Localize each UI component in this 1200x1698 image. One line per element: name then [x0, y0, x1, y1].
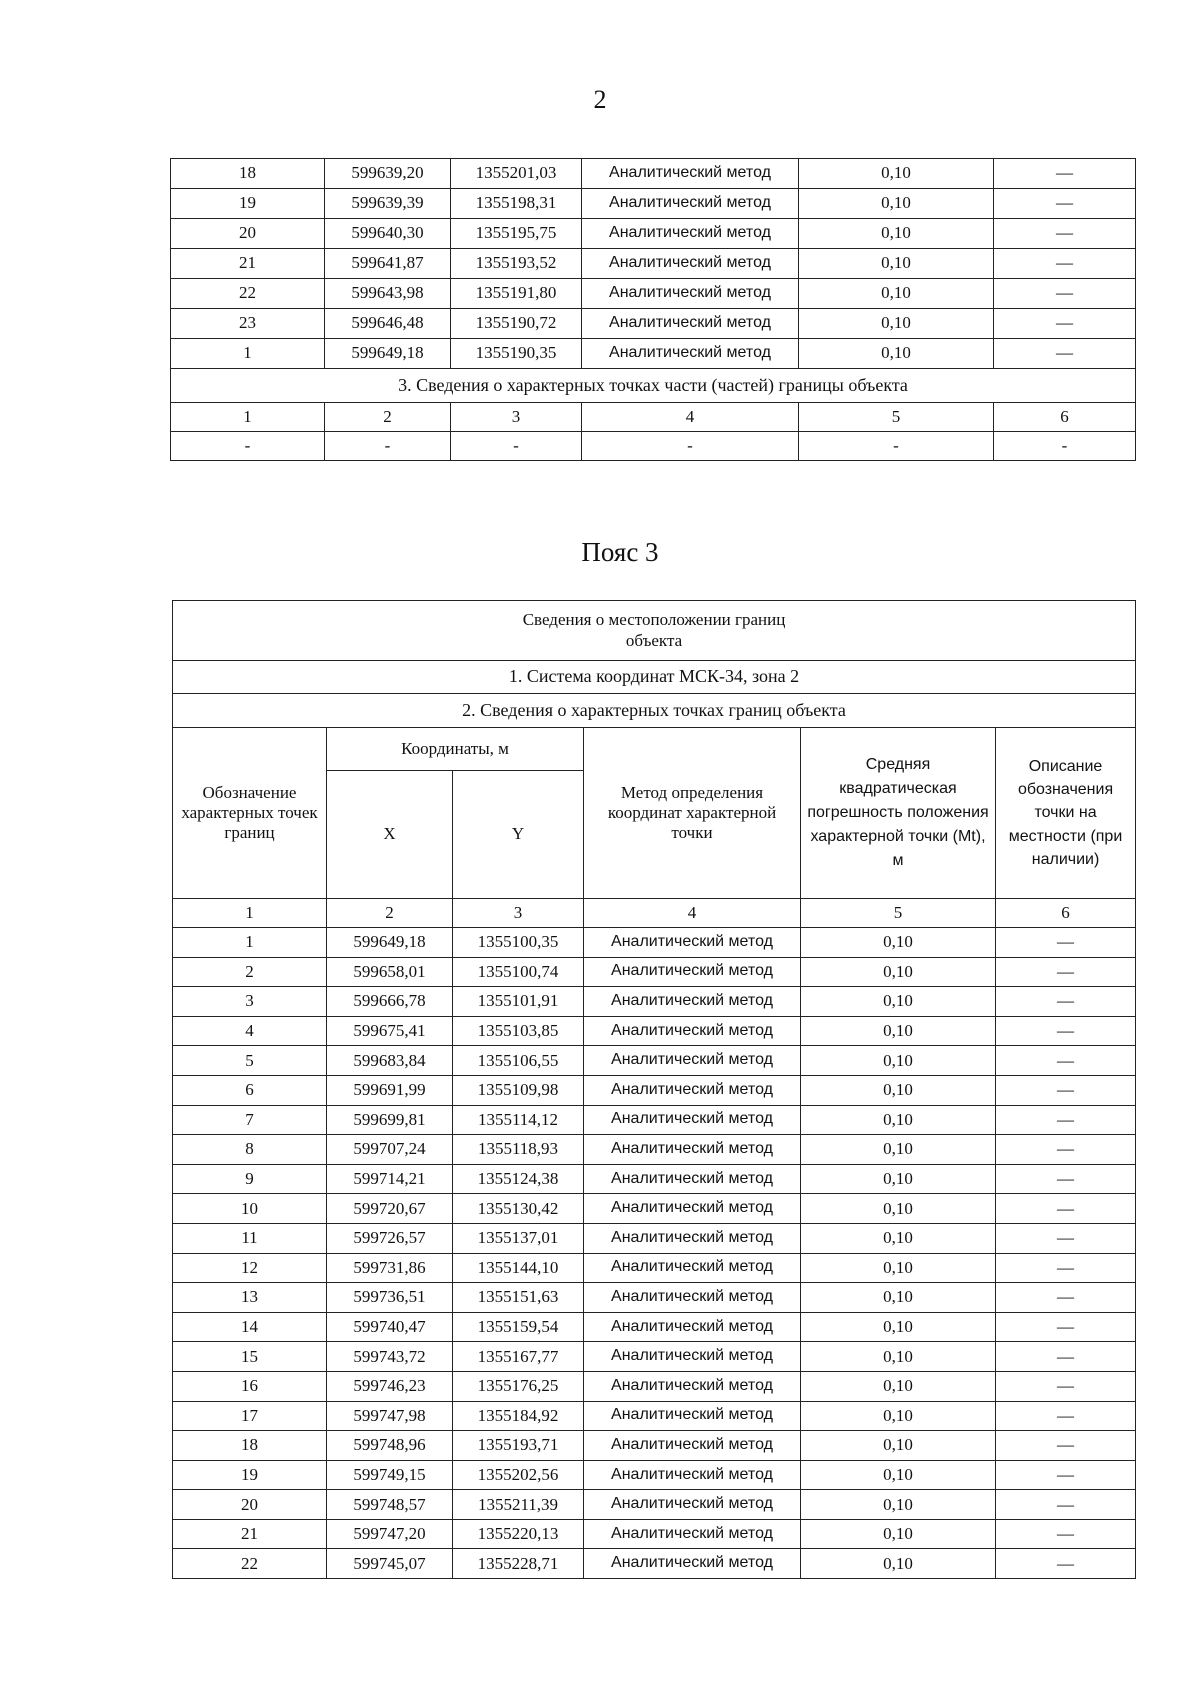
- coord-y: 1355193,52: [451, 249, 582, 279]
- point-number: 5: [173, 1046, 327, 1076]
- mean-square-error: 0,10: [799, 249, 994, 279]
- coord-y: 1355201,03: [451, 159, 582, 189]
- point-number: 3: [173, 987, 327, 1017]
- method: Аналитический метод: [584, 1490, 801, 1520]
- method: Аналитический метод: [584, 1046, 801, 1076]
- mean-square-error: 0,10: [801, 1075, 996, 1105]
- col-number: 1: [171, 403, 325, 432]
- table-row: [173, 1016, 1136, 1046]
- col-number: 6: [996, 899, 1136, 928]
- coord-y: 1355220,13: [453, 1519, 584, 1549]
- col-number: 5: [799, 403, 994, 432]
- table-row: [173, 928, 1136, 958]
- table-row: [173, 1371, 1136, 1401]
- table-row: [173, 1223, 1136, 1253]
- column-numbers-row: [171, 403, 1136, 432]
- coord-x: 599740,47: [327, 1312, 453, 1342]
- point-description: —: [996, 1283, 1136, 1313]
- coord-y: 1355159,54: [453, 1312, 584, 1342]
- table1-body: [171, 159, 1136, 369]
- coord-x: 599748,57: [327, 1490, 453, 1520]
- mean-square-error: 0,10: [801, 1223, 996, 1253]
- coord-x: 599658,01: [327, 957, 453, 987]
- mean-square-error: 0,10: [801, 1401, 996, 1431]
- empty-cell: -: [171, 432, 325, 461]
- empty-cell: -: [582, 432, 799, 461]
- method: Аналитический метод: [584, 1194, 801, 1224]
- col-coords-header: Координаты, м: [327, 728, 584, 771]
- col-desc-header: Описание обозначения точки на местности (при наличии): [996, 728, 1136, 899]
- mean-square-error: 0,10: [799, 279, 994, 309]
- method: Аналитический метод: [582, 159, 799, 189]
- mean-square-error: 0,10: [801, 1460, 996, 1490]
- point-description: —: [996, 928, 1136, 958]
- point-description: —: [994, 189, 1136, 219]
- col-number: 4: [582, 403, 799, 432]
- table-row: [171, 309, 1136, 339]
- point-number: 21: [171, 249, 325, 279]
- coord-y: 1355118,93: [453, 1135, 584, 1165]
- coord-x: 599649,18: [327, 928, 453, 958]
- col-x-header: X: [327, 771, 453, 899]
- coord-x: 599646,48: [325, 309, 451, 339]
- point-number: 20: [173, 1490, 327, 1520]
- mean-square-error: 0,10: [799, 189, 994, 219]
- mean-square-error: 0,10: [799, 219, 994, 249]
- boundary-location-table: [172, 600, 1136, 1579]
- empty-cell: -: [799, 432, 994, 461]
- point-description: —: [996, 1075, 1136, 1105]
- col-number: 4: [584, 899, 801, 928]
- location-header: [173, 601, 1136, 661]
- col-designation-header: Обозначение характерных точек границ: [173, 728, 327, 899]
- coord-x: 599639,39: [325, 189, 451, 219]
- mean-square-error: 0,10: [801, 1283, 996, 1313]
- coord-y: 1355190,35: [451, 339, 582, 369]
- point-number: 18: [173, 1431, 327, 1461]
- coord-y: 1355101,91: [453, 987, 584, 1017]
- table-row: [173, 1075, 1136, 1105]
- point-number: 14: [173, 1312, 327, 1342]
- mean-square-error: 0,10: [799, 309, 994, 339]
- point-description: —: [996, 1164, 1136, 1194]
- point-description: —: [996, 1401, 1136, 1431]
- coordinate-system: 1. Система координат МСК-34, зона 2: [173, 661, 1136, 694]
- coord-x: 599699,81: [327, 1105, 453, 1135]
- table-row: [173, 1105, 1136, 1135]
- method: Аналитический метод: [584, 1164, 801, 1194]
- method: Аналитический метод: [584, 1283, 801, 1313]
- mean-square-error: 0,10: [801, 928, 996, 958]
- coord-x: 599683,84: [327, 1046, 453, 1076]
- point-description: —: [996, 1312, 1136, 1342]
- coord-x: 599675,41: [327, 1016, 453, 1046]
- mean-square-error: 0,10: [801, 1253, 996, 1283]
- coord-x: 599720,67: [327, 1194, 453, 1224]
- coord-x: 599726,57: [327, 1223, 453, 1253]
- coord-y: 1355190,72: [451, 309, 582, 339]
- page-number: 2: [593, 85, 607, 114]
- mean-square-error: 0,10: [801, 1431, 996, 1461]
- table-row: [173, 1194, 1136, 1224]
- method: Аналитический метод: [584, 1371, 801, 1401]
- table1-section3: [171, 369, 1136, 461]
- method: Аналитический метод: [582, 219, 799, 249]
- empty-cell: -: [451, 432, 582, 461]
- col-mt-header: Средняя квадратическая погрешность положения характерной точки (Mt), м: [801, 728, 996, 899]
- point-number: 16: [173, 1371, 327, 1401]
- method: Аналитический метод: [584, 1460, 801, 1490]
- coord-y: 1355100,74: [453, 957, 584, 987]
- col-method-header: Метод определения координат характерной точки: [584, 728, 801, 899]
- location-header-line2: объекта: [625, 630, 683, 650]
- col-number: 3: [453, 899, 584, 928]
- coord-x: 599691,99: [327, 1075, 453, 1105]
- coord-x: 599666,78: [327, 987, 453, 1017]
- point-description: —: [996, 987, 1136, 1017]
- point-description: —: [996, 1105, 1136, 1135]
- col-y-header: Y: [453, 771, 584, 899]
- method: Аналитический метод: [582, 279, 799, 309]
- method: Аналитический метод: [584, 1312, 801, 1342]
- table-row: [173, 987, 1136, 1017]
- point-description: —: [996, 1460, 1136, 1490]
- table-row: [173, 957, 1136, 987]
- coord-y: 1355114,12: [453, 1105, 584, 1135]
- table2-body: [173, 928, 1136, 1579]
- coord-x: 599643,98: [325, 279, 451, 309]
- mean-square-error: 0,10: [801, 1371, 996, 1401]
- table-row: [173, 1046, 1136, 1076]
- point-number: 4: [173, 1016, 327, 1046]
- point-description: —: [996, 1046, 1136, 1076]
- coord-x: 599707,24: [327, 1135, 453, 1165]
- point-description: —: [996, 1519, 1136, 1549]
- mean-square-error: 0,10: [801, 957, 996, 987]
- method: Аналитический метод: [584, 928, 801, 958]
- point-number: 10: [173, 1194, 327, 1224]
- point-number: 17: [173, 1401, 327, 1431]
- table-row: [173, 1342, 1136, 1372]
- point-description: —: [994, 249, 1136, 279]
- point-number: 7: [173, 1105, 327, 1135]
- point-number: 2: [173, 957, 327, 987]
- empty-data-row: [171, 432, 1136, 461]
- coord-y: 1355176,25: [453, 1371, 584, 1401]
- point-number: 8: [173, 1135, 327, 1165]
- location-header-line1: Сведения о местоположении границ: [522, 610, 786, 630]
- method: Аналитический метод: [582, 339, 799, 369]
- coord-x: 599749,15: [327, 1460, 453, 1490]
- empty-cell: -: [325, 432, 451, 461]
- method: Аналитический метод: [584, 987, 801, 1017]
- point-description: —: [994, 309, 1136, 339]
- mean-square-error: 0,10: [801, 1194, 996, 1224]
- col-number: 5: [801, 899, 996, 928]
- coord-y: 1355202,56: [453, 1460, 584, 1490]
- coord-y: 1355198,31: [451, 189, 582, 219]
- point-description: —: [996, 1135, 1136, 1165]
- col-number: 2: [327, 899, 453, 928]
- coord-y: 1355191,80: [451, 279, 582, 309]
- point-number: 1: [171, 339, 325, 369]
- table-row: [171, 249, 1136, 279]
- table-row: [171, 219, 1136, 249]
- point-number: 1: [173, 928, 327, 958]
- point-number: 12: [173, 1253, 327, 1283]
- point-number: 11: [173, 1223, 327, 1253]
- method: Аналитический метод: [584, 957, 801, 987]
- coord-x: 599747,20: [327, 1519, 453, 1549]
- table-row: [173, 1283, 1136, 1313]
- table-row: [173, 1164, 1136, 1194]
- coord-y: 1355228,71: [453, 1549, 584, 1579]
- method: Аналитический метод: [584, 1519, 801, 1549]
- table-row: [173, 1490, 1136, 1520]
- table-row: [173, 1135, 1136, 1165]
- table-row: [173, 1401, 1136, 1431]
- coord-y: 1355144,10: [453, 1253, 584, 1283]
- point-number: 18: [171, 159, 325, 189]
- coord-x: 599640,30: [325, 219, 451, 249]
- table-row: [173, 1519, 1136, 1549]
- mean-square-error: 0,10: [801, 1135, 996, 1165]
- empty-cell: -: [994, 432, 1136, 461]
- point-number: 19: [171, 189, 325, 219]
- method: Аналитический метод: [584, 1342, 801, 1372]
- coord-y: 1355184,92: [453, 1401, 584, 1431]
- point-number: 23: [171, 309, 325, 339]
- coord-y: 1355151,63: [453, 1283, 584, 1313]
- table-row: [173, 1549, 1136, 1579]
- mean-square-error: 0,10: [801, 1549, 996, 1579]
- point-description: —: [996, 1342, 1136, 1372]
- method: Аналитический метод: [584, 1105, 801, 1135]
- point-description: —: [996, 1016, 1136, 1046]
- coord-x: 599745,07: [327, 1549, 453, 1579]
- mean-square-error: 0,10: [799, 339, 994, 369]
- method: Аналитический метод: [584, 1253, 801, 1283]
- method: Аналитический метод: [584, 1223, 801, 1253]
- method: Аналитический метод: [584, 1431, 801, 1461]
- coord-x: 599743,72: [327, 1342, 453, 1372]
- mean-square-error: 0,10: [801, 1342, 996, 1372]
- coord-x: 599649,18: [325, 339, 451, 369]
- point-number: 19: [173, 1460, 327, 1490]
- section3-title: 3. Сведения о характерных точках части (частей) границы объекта: [171, 369, 1136, 403]
- point-number: 21: [173, 1519, 327, 1549]
- mean-square-error: 0,10: [801, 1490, 996, 1520]
- point-number: 13: [173, 1283, 327, 1313]
- mean-square-error: 0,10: [801, 1105, 996, 1135]
- coord-x: 599748,96: [327, 1431, 453, 1461]
- coord-y: 1355103,85: [453, 1016, 584, 1046]
- point-number: 20: [171, 219, 325, 249]
- column-numbers-row: [173, 899, 1136, 928]
- table-row: [173, 1253, 1136, 1283]
- point-description: —: [996, 1549, 1136, 1579]
- point-description: —: [994, 339, 1136, 369]
- table-row: [171, 279, 1136, 309]
- coord-y: 1355193,71: [453, 1431, 584, 1461]
- point-number: 22: [171, 279, 325, 309]
- point-description: —: [994, 159, 1136, 189]
- method: Аналитический метод: [584, 1549, 801, 1579]
- mean-square-error: 0,10: [801, 987, 996, 1017]
- coord-x: 599747,98: [327, 1401, 453, 1431]
- method: Аналитический метод: [582, 309, 799, 339]
- coord-y: 1355137,01: [453, 1223, 584, 1253]
- coord-x: 599746,23: [327, 1371, 453, 1401]
- col-number: 2: [325, 403, 451, 432]
- coord-x: 599714,21: [327, 1164, 453, 1194]
- coord-y: 1355124,38: [453, 1164, 584, 1194]
- point-number: 15: [173, 1342, 327, 1372]
- method: Аналитический метод: [584, 1016, 801, 1046]
- table-row: [173, 1431, 1136, 1461]
- mean-square-error: 0,10: [801, 1519, 996, 1549]
- point-description: —: [996, 1371, 1136, 1401]
- col-number: 6: [994, 403, 1136, 432]
- table2-header: [173, 601, 1136, 928]
- coord-y: 1355109,98: [453, 1075, 584, 1105]
- coord-y: 1355100,35: [453, 928, 584, 958]
- method: Аналитический метод: [582, 249, 799, 279]
- point-description: —: [996, 957, 1136, 987]
- mean-square-error: 0,10: [801, 1164, 996, 1194]
- section2-title: 2. Сведения о характерных точках границ объекта: [173, 694, 1136, 728]
- coord-y: 1355130,42: [453, 1194, 584, 1224]
- point-description: —: [996, 1194, 1136, 1224]
- point-description: —: [996, 1431, 1136, 1461]
- point-description: —: [994, 219, 1136, 249]
- table-row: [171, 189, 1136, 219]
- point-number: 9: [173, 1164, 327, 1194]
- table-row: [173, 1460, 1136, 1490]
- coord-y: 1355167,77: [453, 1342, 584, 1372]
- mean-square-error: 0,10: [799, 159, 994, 189]
- coord-y: 1355211,39: [453, 1490, 584, 1520]
- table-row: [173, 1312, 1136, 1342]
- table-row: [171, 159, 1136, 189]
- boundary-points-table-continued: [170, 158, 1136, 461]
- point-number: 6: [173, 1075, 327, 1105]
- coord-x: 599639,20: [325, 159, 451, 189]
- coord-x: 599736,51: [327, 1283, 453, 1313]
- coord-y: 1355106,55: [453, 1046, 584, 1076]
- method: Аналитический метод: [582, 189, 799, 219]
- point-description: —: [994, 279, 1136, 309]
- method: Аналитический метод: [584, 1135, 801, 1165]
- point-description: —: [996, 1223, 1136, 1253]
- coord-x: 599731,86: [327, 1253, 453, 1283]
- method: Аналитический метод: [584, 1401, 801, 1431]
- mean-square-error: 0,10: [801, 1046, 996, 1076]
- point-description: —: [996, 1490, 1136, 1520]
- point-number: 22: [173, 1549, 327, 1579]
- coord-y: 1355195,75: [451, 219, 582, 249]
- table-row: [171, 339, 1136, 369]
- coord-x: 599641,87: [325, 249, 451, 279]
- mean-square-error: 0,10: [801, 1016, 996, 1046]
- col-number: 1: [173, 899, 327, 928]
- method: Аналитический метод: [584, 1075, 801, 1105]
- point-description: —: [996, 1253, 1136, 1283]
- section-title: Пояс 3: [581, 537, 659, 567]
- mean-square-error: 0,10: [801, 1312, 996, 1342]
- col-number: 3: [451, 403, 582, 432]
